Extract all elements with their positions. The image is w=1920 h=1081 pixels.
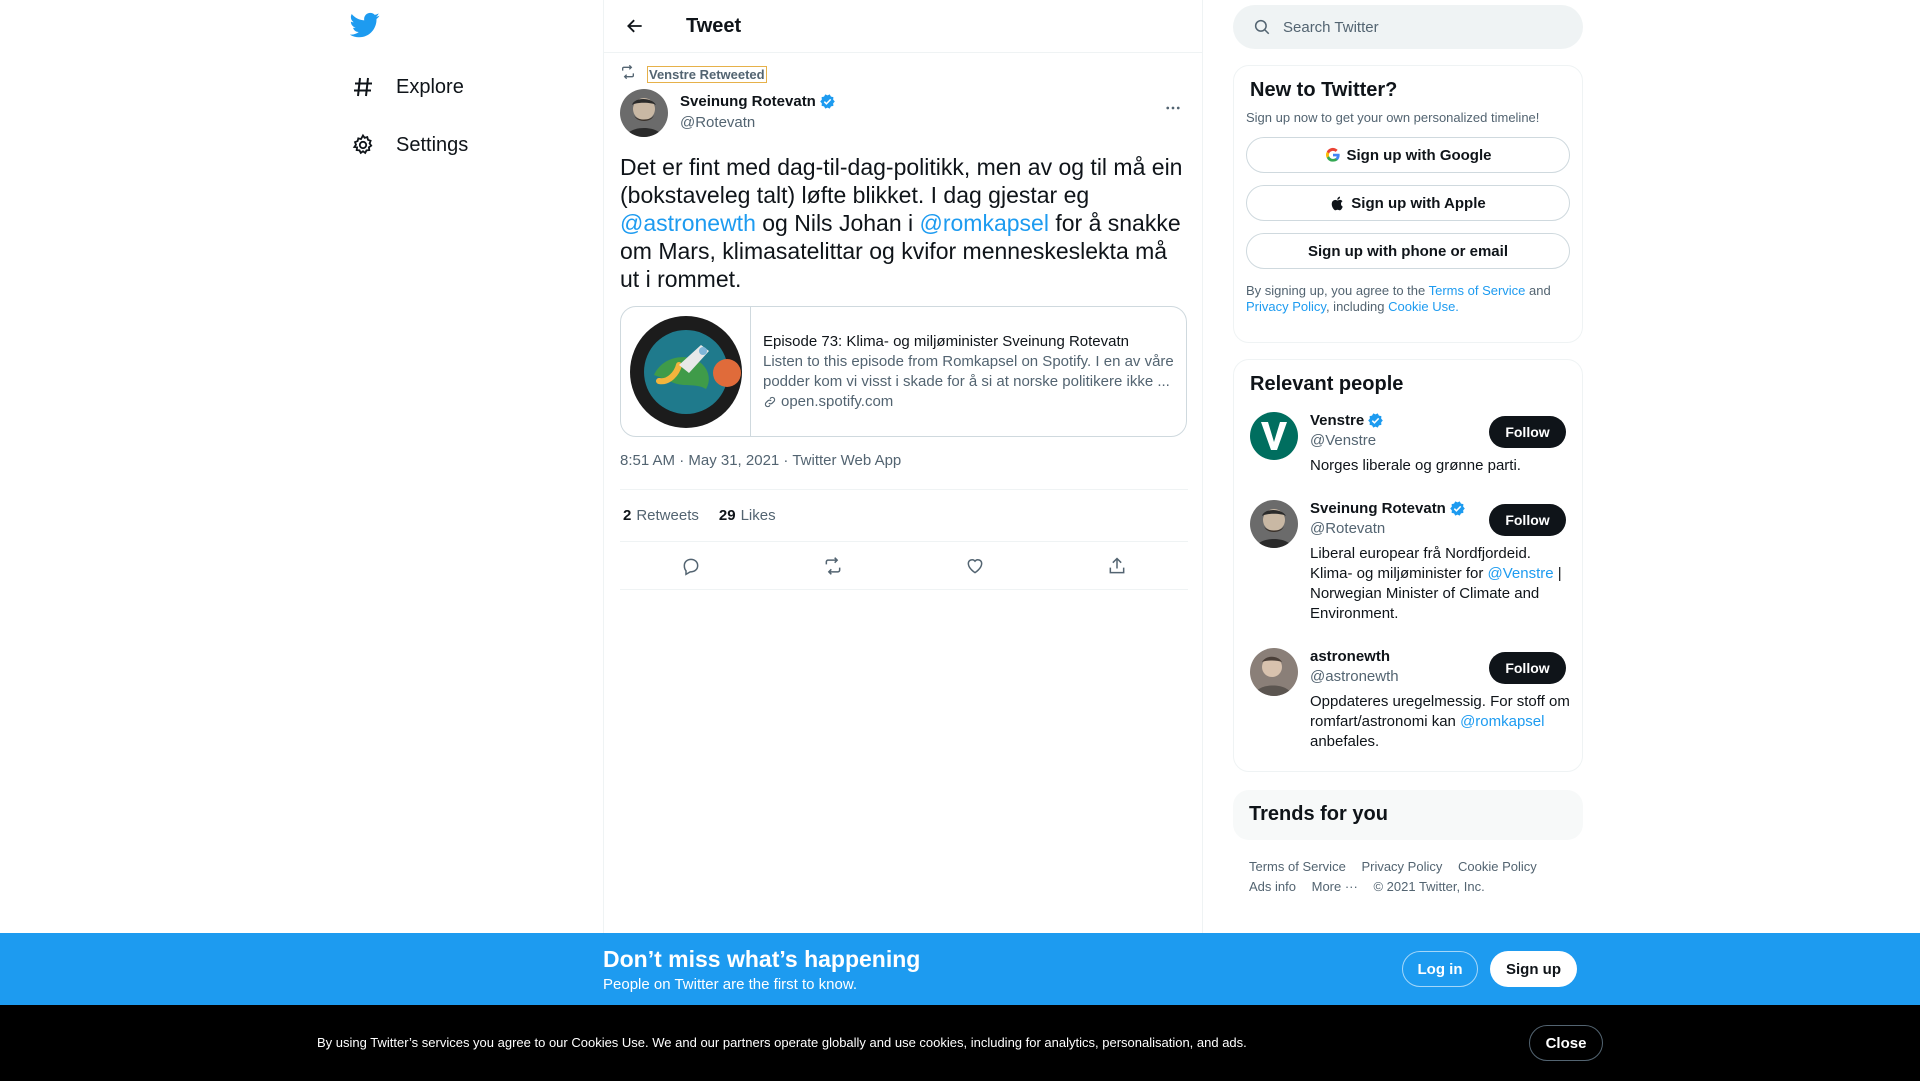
terms-text-part: By signing up, you agree to the bbox=[1246, 283, 1429, 298]
footer-more-link[interactable]: More ··· bbox=[1311, 879, 1358, 894]
signup-terms-text bbox=[1246, 283, 1570, 315]
card-description: Listen to this episode from Romkapsel on Spotify. I en av våre podder kom vi visst i skade for å si at norske politikere ikke ... bbox=[763, 353, 1174, 390]
card-domain bbox=[763, 392, 1174, 412]
signup-banner bbox=[0, 933, 1920, 1005]
person-name-text: astronewth bbox=[1310, 648, 1391, 665]
bio-text-part: Liberal europear frå Nordfjordeid. Klima- og miljøminister for bbox=[1310, 545, 1531, 582]
person-handle: @Venstre bbox=[1310, 432, 1377, 449]
author-avatar[interactable] bbox=[620, 89, 668, 137]
person-handle: @Rotevatn bbox=[1310, 520, 1386, 537]
trends-panel bbox=[1233, 790, 1583, 840]
signup-google-button[interactable] bbox=[1246, 137, 1570, 173]
footer-copyright: © 2021 Twitter, Inc. bbox=[1373, 879, 1485, 894]
share-icon[interactable] bbox=[1099, 548, 1135, 584]
main-column bbox=[603, 0, 1203, 935]
privacy-link[interactable]: Privacy Policy bbox=[1246, 299, 1326, 314]
tweet-text-part: og Nils Johan i bbox=[755, 210, 920, 236]
person-name bbox=[1310, 500, 1466, 517]
footer-ads-link[interactable]: Ads info bbox=[1249, 879, 1296, 894]
follow-button[interactable]: Follow bbox=[1489, 504, 1566, 536]
link-icon bbox=[763, 395, 777, 409]
verified-badge-icon bbox=[819, 93, 836, 110]
like-heart-icon[interactable] bbox=[957, 548, 993, 584]
author-handle[interactable]: @Rotevatn bbox=[680, 114, 756, 131]
verified-badge-icon bbox=[1367, 412, 1384, 429]
person-name-text: Venstre bbox=[1310, 412, 1365, 429]
terms-text-part: and bbox=[1525, 283, 1551, 298]
likes-label: Likes bbox=[740, 507, 776, 524]
nav-explore[interactable] bbox=[350, 65, 464, 109]
relevant-people-title: Relevant people bbox=[1250, 373, 1404, 395]
signup-google-label: Sign up with Google bbox=[1346, 146, 1492, 164]
tweet-actions bbox=[620, 542, 1188, 590]
bio-mention-link[interactable]: @romkapsel bbox=[1460, 713, 1545, 730]
likes-count: 29 bbox=[718, 507, 736, 524]
footer-cookie-link[interactable]: Cookie Policy bbox=[1457, 859, 1537, 874]
person-rotevatn[interactable] bbox=[1250, 500, 1566, 648]
twitter-bird-icon[interactable] bbox=[350, 10, 384, 44]
trends-title: Trends for you bbox=[1249, 803, 1388, 825]
signup-phone-email-label: Sign up with phone or email bbox=[1307, 242, 1508, 260]
person-bio bbox=[1310, 544, 1572, 624]
cookie-close-button[interactable]: Close bbox=[1529, 1025, 1603, 1061]
reply-icon[interactable] bbox=[673, 548, 709, 584]
google-icon bbox=[1325, 147, 1341, 163]
search-bar[interactable] bbox=[1233, 5, 1583, 49]
mention-astronewth[interactable]: @astronewth bbox=[620, 210, 756, 236]
left-navigation bbox=[340, 0, 595, 940]
author-name-text: Sveinung Rotevatn bbox=[680, 93, 816, 110]
back-arrow-icon[interactable] bbox=[620, 11, 650, 41]
gear-icon bbox=[350, 132, 376, 158]
new-to-twitter-panel bbox=[1233, 65, 1583, 343]
nav-settings[interactable] bbox=[350, 123, 468, 167]
bio-text-part: | Norwegian Minister of Climate and Environment. bbox=[1310, 565, 1562, 622]
terms-text-part: , including bbox=[1325, 299, 1389, 314]
search-icon bbox=[1253, 18, 1271, 36]
podcast-cover-image bbox=[621, 307, 751, 436]
tweet-text-part: Det er fint med dag-til-dag-politikk, men av og til må ein (bokstaveleg talt) løfte blikket. I dag gjestar eg bbox=[620, 154, 1183, 208]
tweet-timestamp[interactable]: 8:51 AM · May 31, 2021 · Twitter Web App bbox=[620, 452, 902, 469]
relevant-people-panel bbox=[1233, 359, 1583, 772]
search-input[interactable] bbox=[1283, 19, 1563, 36]
avatar[interactable] bbox=[1250, 648, 1298, 696]
signup-button[interactable]: Sign up bbox=[1490, 951, 1577, 987]
cookie-banner-text: By using Twitter’s services you agree to our Cookies Use. We and our partners operate globally and use cookies, including for analytics, personalisation, and ads. bbox=[317, 1035, 1247, 1050]
login-button[interactable]: Log in bbox=[1402, 951, 1478, 987]
link-preview-card[interactable] bbox=[620, 306, 1187, 437]
mention-romkapsel[interactable]: @romkapsel bbox=[919, 210, 1049, 236]
retweets-count: 2 bbox=[623, 507, 632, 524]
apple-icon bbox=[1330, 195, 1345, 212]
page-header bbox=[604, 0, 1202, 53]
retweet-icon bbox=[620, 64, 636, 85]
retweet-action-icon[interactable] bbox=[815, 548, 851, 584]
retweeted-by-link[interactable]: Venstre Retweeted bbox=[649, 67, 765, 82]
new-to-twitter-title: New to Twitter? bbox=[1250, 79, 1398, 101]
person-bio: Norges liberale og grønne parti. bbox=[1310, 457, 1521, 474]
nav-explore-label: Explore bbox=[396, 75, 464, 98]
signup-banner-subtitle: People on Twitter are the first to know. bbox=[603, 976, 858, 993]
retweet-context bbox=[620, 64, 766, 85]
author-name[interactable] bbox=[680, 93, 836, 110]
verified-badge-icon bbox=[1449, 500, 1466, 517]
bio-text-part: anbefales. bbox=[1310, 733, 1380, 750]
page-title: Tweet bbox=[686, 14, 742, 37]
tweet-text bbox=[620, 153, 1190, 293]
person-name bbox=[1310, 412, 1384, 429]
nav-settings-label: Settings bbox=[396, 133, 469, 156]
retweets-stat[interactable] bbox=[623, 507, 699, 524]
avatar[interactable] bbox=[1250, 500, 1298, 548]
person-handle: @astronewth bbox=[1310, 668, 1399, 685]
signup-banner-title: Don’t miss what’s happening bbox=[603, 946, 921, 972]
signup-apple-label: Sign up with Apple bbox=[1351, 194, 1486, 212]
follow-button[interactable]: Follow bbox=[1489, 416, 1566, 448]
person-name bbox=[1310, 648, 1390, 665]
card-info bbox=[751, 307, 1186, 436]
likes-stat[interactable] bbox=[719, 507, 776, 524]
cookie-banner bbox=[0, 1005, 1920, 1081]
cookie-use-link[interactable]: Cookie Use. bbox=[1388, 299, 1459, 314]
hashtag-icon bbox=[350, 74, 376, 100]
tweet-stats bbox=[620, 489, 1188, 542]
footer-links bbox=[1249, 857, 1579, 897]
avatar[interactable] bbox=[1250, 412, 1298, 460]
signup-apple-button[interactable] bbox=[1246, 185, 1570, 221]
more-options-icon[interactable] bbox=[1158, 93, 1188, 123]
tweet-text-part: for å snakke om Mars, klimasatelittar og kvifor menneskeslekta må ut i rommet. bbox=[620, 210, 1181, 292]
terms-link[interactable]: Terms of Service bbox=[1428, 283, 1526, 298]
person-name-text: Sveinung Rotevatn bbox=[1310, 500, 1446, 517]
tweet-author bbox=[620, 89, 1188, 137]
bio-text-part: Oppdateres uregelmessig. For stoff om romfart/astronomi kan bbox=[1310, 693, 1570, 730]
retweets-label: Retweets bbox=[636, 507, 699, 524]
person-astronewth[interactable] bbox=[1250, 648, 1570, 758]
follow-button[interactable]: Follow bbox=[1489, 652, 1566, 684]
footer-privacy-link[interactable]: Privacy Policy bbox=[1361, 859, 1443, 874]
new-to-twitter-subtitle: Sign up now to get your own personalized timeline! bbox=[1246, 110, 1540, 125]
footer-terms-link[interactable]: Terms of Service bbox=[1249, 859, 1346, 874]
person-venstre[interactable] bbox=[1250, 412, 1566, 500]
card-domain-text: open.spotify.com bbox=[781, 393, 894, 410]
signup-phone-email-button[interactable] bbox=[1246, 233, 1570, 269]
bio-mention-link[interactable]: @Venstre bbox=[1487, 565, 1554, 582]
person-bio bbox=[1310, 692, 1572, 752]
card-title: Episode 73: Klima- og miljøminister Sveinung Rotevatn bbox=[763, 333, 1129, 350]
